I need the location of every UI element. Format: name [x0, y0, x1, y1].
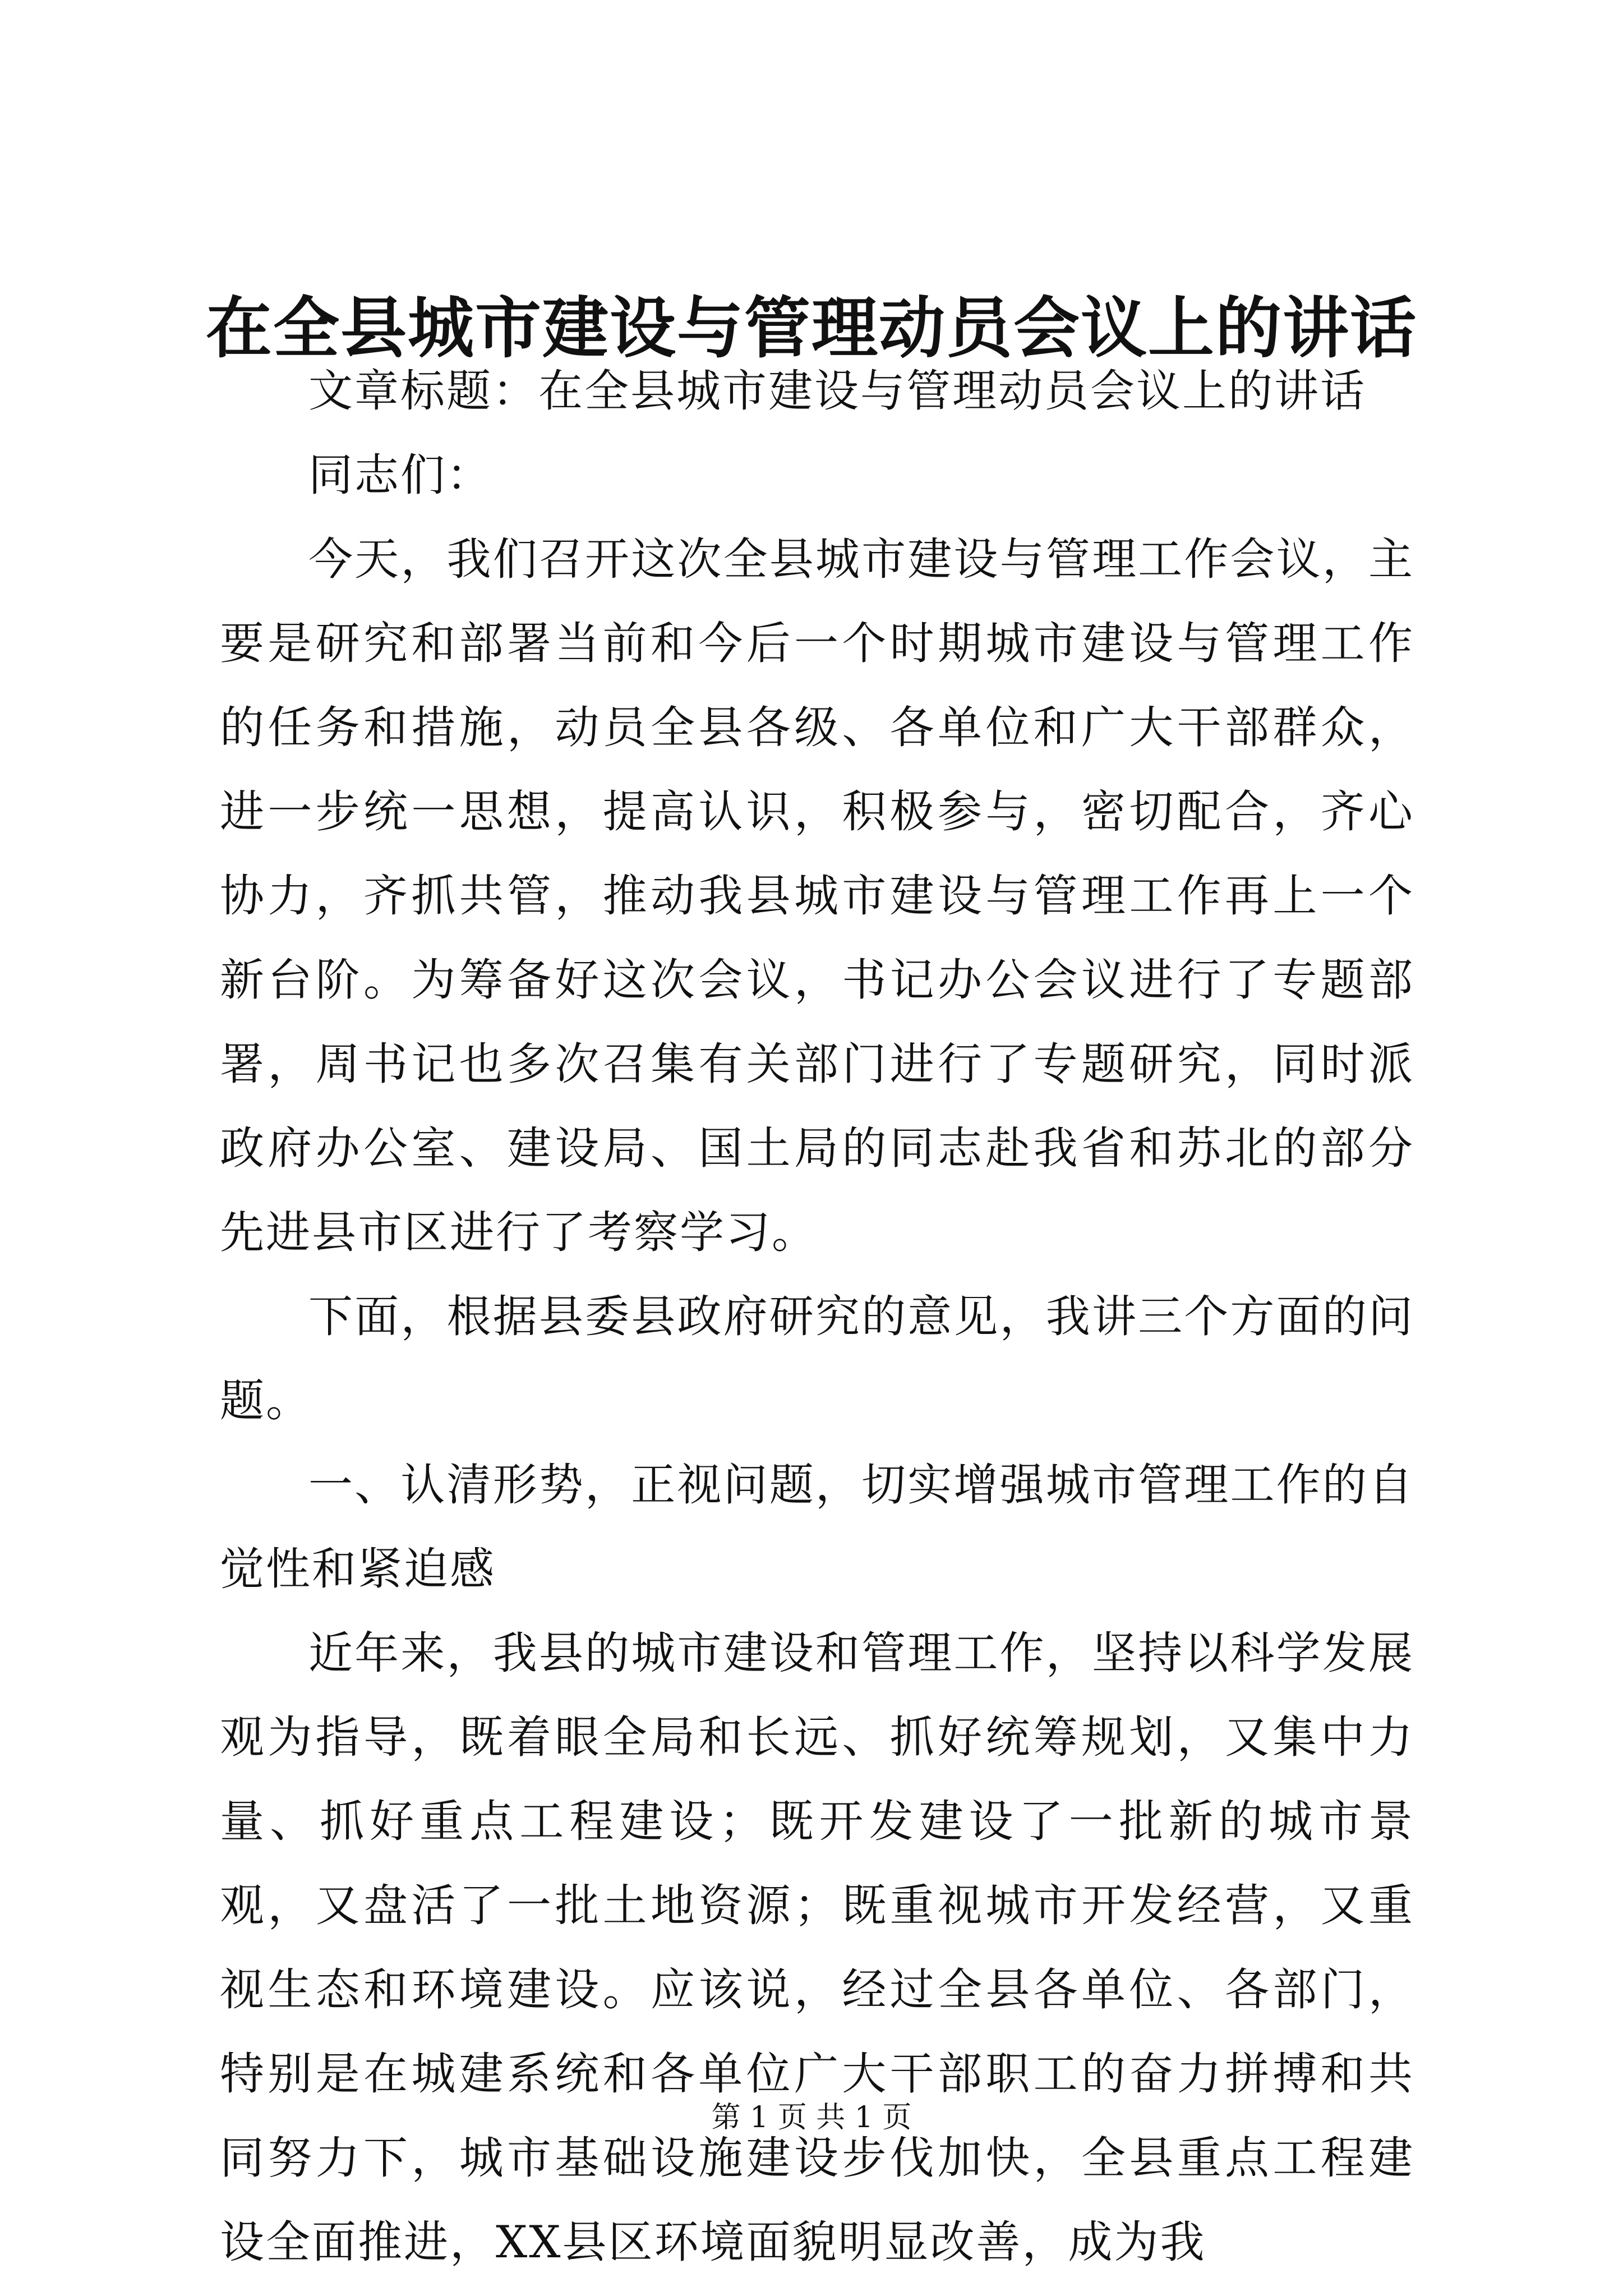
paragraph-recent-years: 近年来，我县的城市建设和管理工作，坚持以科学发展观为指导，既着眼全局和长远、抓好统筹规划，又集中力量、抓好重点工程建设；既开发建设了一批新的城市景观，又盘活了一批土地资源；既重视城市开发经营，又重视生态和环境建设。应该说，经过全县各单位、各部门，特别是在城建系统和各单位广大干部职工的奋力拼搏和共同努力下，城市基础设施建设步伐加快，全县重点工程建设全面推进，XX县区环境面貌明显改善，成为我 [220, 1627, 1414, 2268]
document-body [220, 349, 1414, 2284]
page-footer: 第 1 页 共 1 页 [711, 2101, 912, 2134]
paragraph-intro: 今天，我们召开这次全县城市建设与管理工作会议，主要是研究和部署当前和今后一个时期城市建设与管理工作的任务和措施，动员全县各级、各单位和广大干部群众，进一步统一思想，提高认识，积极参与，密切配合，齐心协力，齐抓共管，推动我县城市建设与管理工作再上一个新台阶。为筹备好这次会议，书记办公会议进行了专题部署，周书记也多次召集有关部门进行了专题研究，同时派政府办公室、建设局、国土局的同志赴我省和苏北的部分先进县市区进行了考察学习。 [220, 533, 1414, 1258]
article-title-line: 文章标题：在全县城市建设与管理动员会议上的讲话 [308, 365, 1366, 417]
salutation: 同志们： [308, 449, 492, 501]
paragraph-outline: 下面，根据县委县政府研究的意见，我讲三个方面的问题。 [220, 1291, 1414, 1427]
section-heading-1: 一、认清形势，正视问题，切实增强城市管理工作的自觉性和紧迫感 [220, 1459, 1414, 1595]
document-title: 在全县城市建设与管理动员会议上的讲话 [205, 289, 1417, 367]
